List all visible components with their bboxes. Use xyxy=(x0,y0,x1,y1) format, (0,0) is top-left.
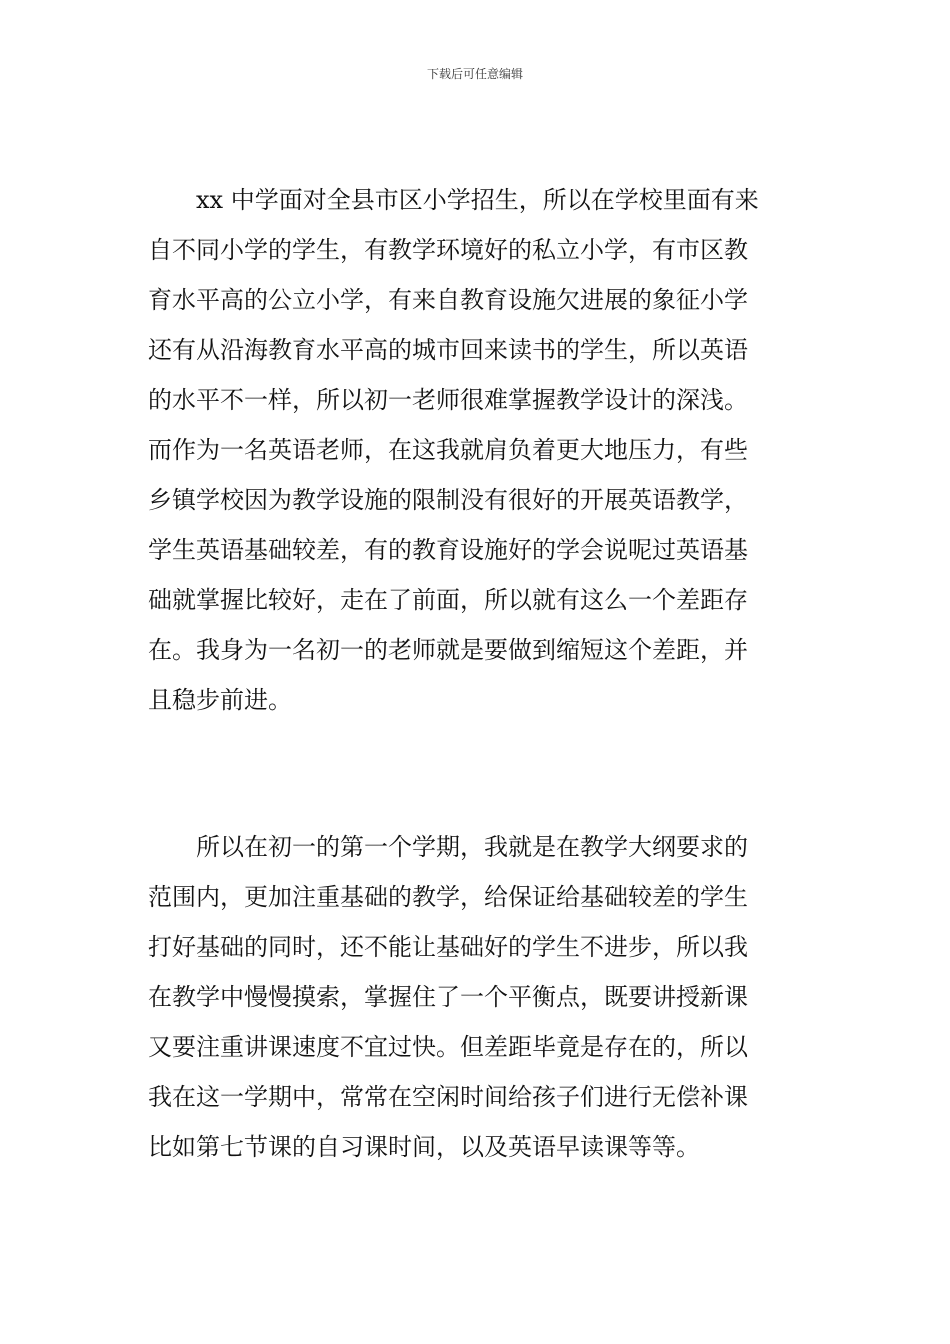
text-line: 育水平高的公立小学，有来自教育设施欠进展的象征小学 xyxy=(148,286,748,314)
text-line: 还有从沿海教育水平高的城市回来读书的学生，所以英语 xyxy=(148,336,748,364)
text-line: 在。我身为一名初一的老师就是要做到缩短这个差距，并 xyxy=(148,636,748,664)
paragraph-1 xyxy=(148,175,808,725)
text-line: 在教学中慢慢摸索，掌握住了一个平衡点，既要讲授新课 xyxy=(148,983,748,1011)
text-line: 学生英语基础较差，有的教育设施好的学会说呢过英语基 xyxy=(148,536,748,564)
text-line: 础就掌握比较好，走在了前面，所以就有这么一个差距存 xyxy=(148,586,748,614)
text-line: 的水平不一样，所以初一老师很难掌握教学设计的深浅。 xyxy=(148,386,748,414)
text-line: 比如第七节课的自习课时间，以及英语早读课等等。 xyxy=(148,1133,700,1161)
text-line: xx 中学面对全县市区小学招生，所以在学校里面有来 xyxy=(148,186,759,214)
text-line: 乡镇学校因为教学设施的限制没有很好的开展英语教学， xyxy=(148,486,748,514)
text-line: 我在这一学期中，常常在空闲时间给孩子们进行无偿补课 xyxy=(148,1083,748,1111)
text-line: 又要注重讲课速度不宜过快。但差距毕竟是存在的，所以 xyxy=(148,1033,748,1061)
text-line: 范围内，更加注重基础的教学，给保证给基础较差的学生 xyxy=(148,883,748,911)
paragraph-2 xyxy=(148,822,808,1172)
text-line: 打好基础的同时，还不能让基础好的学生不进步，所以我 xyxy=(148,933,748,961)
text-line: 所以在初一的第一个学期，我就是在教学大纲要求的 xyxy=(148,833,748,861)
text-line: 自不同小学的学生，有教学环境好的私立小学，有市区教 xyxy=(148,236,748,264)
text-line: 而作为一名英语老师，在这我就肩负着更大地压力，有些 xyxy=(148,436,748,464)
page-header: 下载后可任意编辑 xyxy=(426,67,523,81)
text-line: 且稳步前进。 xyxy=(148,686,292,714)
